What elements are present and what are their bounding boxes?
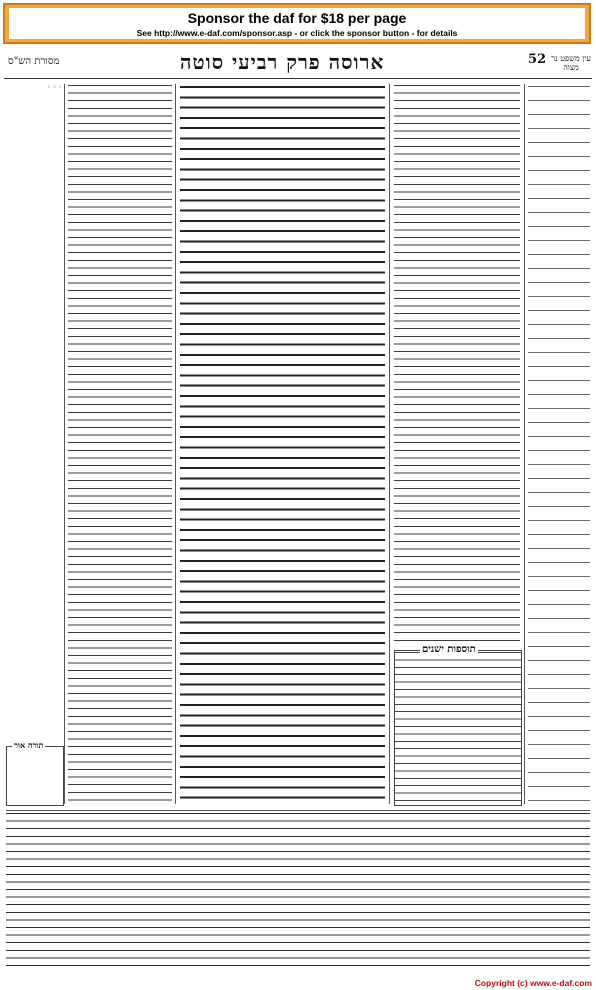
talmud-page — [0, 46, 596, 976]
right-margin-column — [528, 84, 590, 804]
gemara-column — [180, 84, 385, 804]
right-margin-divider — [524, 84, 525, 804]
torah-or-box — [6, 746, 64, 806]
tosafot-divider — [175, 84, 176, 804]
header-rule — [4, 78, 592, 79]
copyright-notice[interactable]: Copyright (c) www.e-daf.com — [474, 978, 592, 988]
sponsor-banner-inner — [9, 8, 585, 39]
page-number: 52 — [528, 52, 547, 67]
sponsor-banner[interactable] — [3, 3, 591, 44]
sponsor-title: Sponsor the daf for $18 per page — [187, 10, 407, 26]
gemara-divider — [389, 84, 390, 804]
page-title: ארוסה פרק רביעי סוטה — [180, 50, 385, 74]
tosafot-yeshanim-box — [394, 650, 522, 806]
rashi-column — [394, 84, 520, 644]
left-margin-divider — [64, 84, 65, 804]
tosafot-yeshanim-label: תוספות ישנים — [422, 644, 476, 655]
ein-mishpat-header: עין משפט נר מצוה — [551, 54, 591, 72]
margin-text-block: ◦ ◦ ◦ — [47, 84, 62, 91]
torah-or-label: תורה אור — [14, 740, 44, 750]
masoret-hashas-header: מסורת הש"ס — [8, 56, 60, 67]
left-margin-column — [6, 84, 62, 804]
bottom-commentary — [6, 810, 590, 971]
tosafot-column — [68, 84, 172, 804]
sponsor-link-text[interactable]: See http://www.e-daf.com/sponsor.asp - or click the sponsor button - for details — [136, 28, 458, 38]
